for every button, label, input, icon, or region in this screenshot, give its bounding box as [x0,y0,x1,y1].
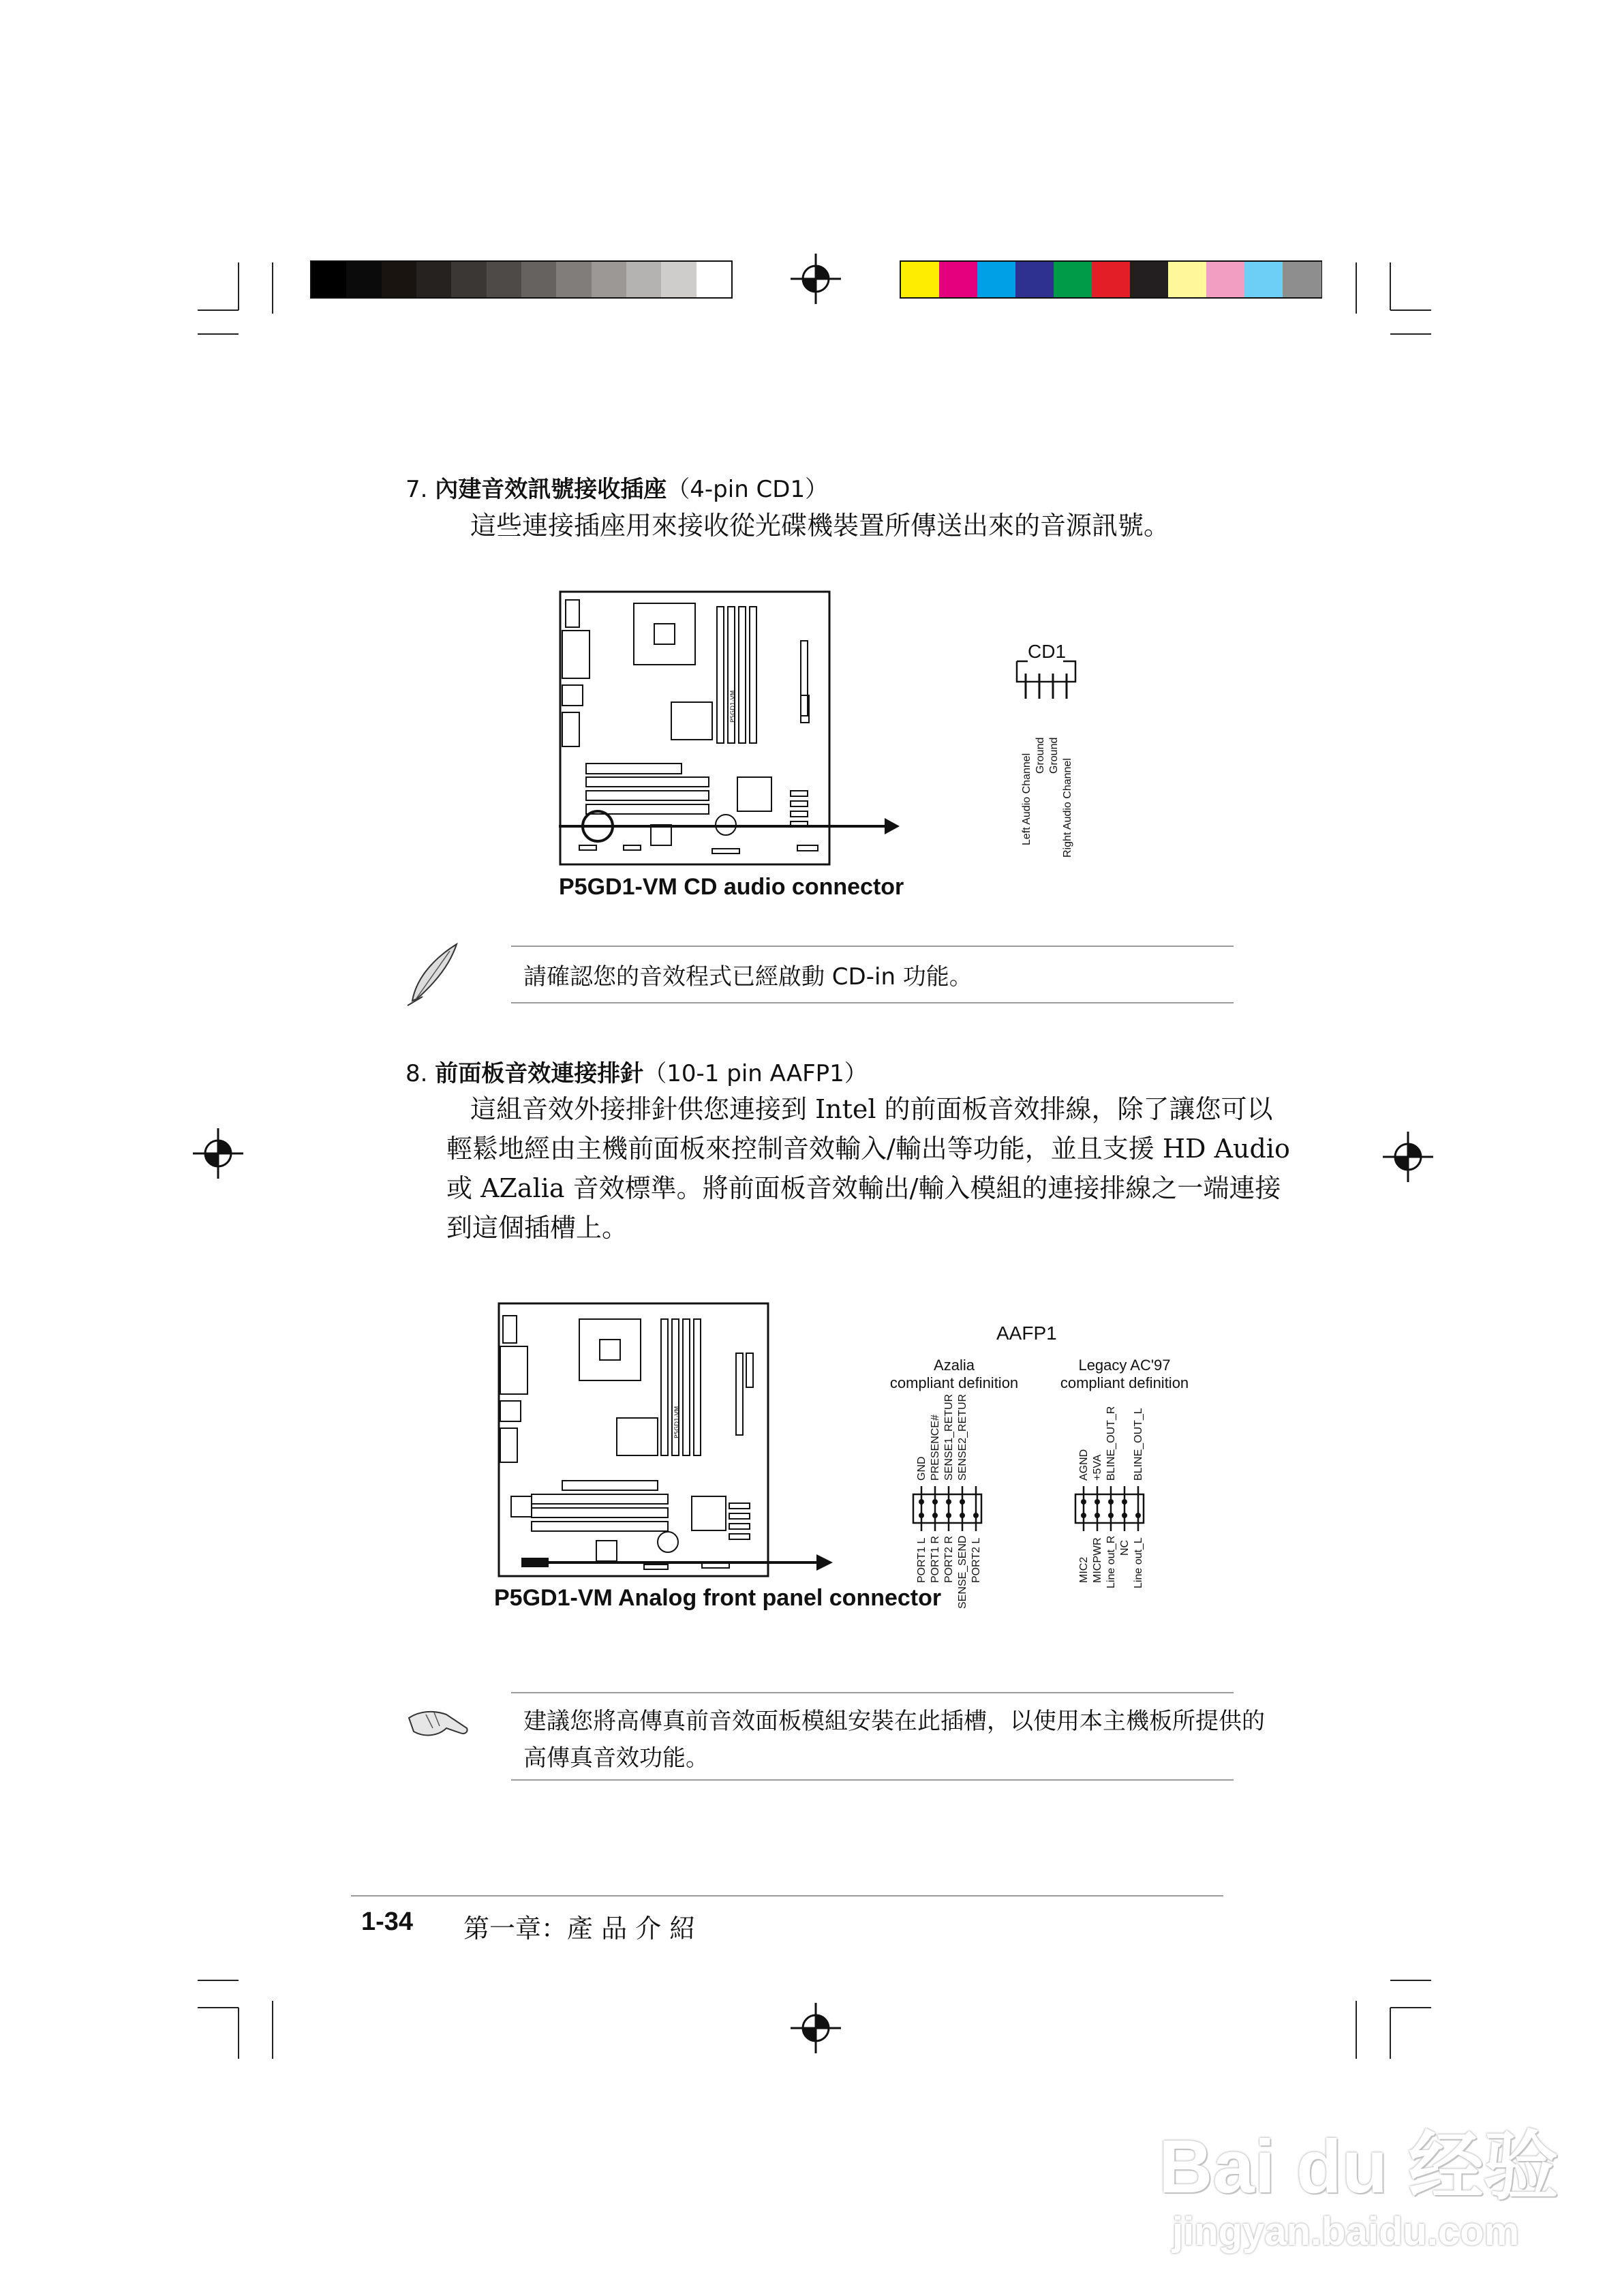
section8-paragraph [446,1089,1290,1248]
chapter-title: 第一章：產 品 介 紹 [463,1914,696,1944]
azalia-definition-title [879,1357,1029,1392]
note2 [402,1684,1265,1789]
section-spec: （10-1 pin AAFP1） [643,1060,868,1087]
page-number: 1-34 [361,1907,414,1936]
calibration-swatch [1054,262,1092,297]
calibration-swatch [416,262,452,297]
pin-label: PRESENCE# [930,1415,941,1481]
legacy-definition-title [1043,1357,1206,1392]
board-label: P5GD1-VM [674,1406,681,1438]
note-line: 高傳真音效功能。 [523,1744,709,1772]
calibration-swatch [592,262,627,297]
calibration-swatch [311,262,347,297]
calibration-swatch [1092,262,1131,297]
calibration-swatch [1206,262,1245,297]
cd1-pin-label: Right Audio Channel [1062,758,1073,858]
section-number: 7. [406,476,428,503]
pin-label: AGND [1078,1449,1090,1481]
calibration-swatch [697,262,732,297]
cd1-pin-label: Left Audio Channel [1021,753,1032,845]
diagram-caption: P5GD1-VM Analog front panel connector [494,1585,942,1611]
pin-label: SENSE2_RETUR [957,1393,968,1481]
calibration-swatch [626,262,662,297]
calibration-swatch [1283,262,1321,297]
section-title: 前面板音效連接排針 [435,1060,644,1087]
calibration-swatch [382,262,417,297]
motherboard-layout-cd [559,586,1240,873]
pin-label: BLINE_OUT_R [1105,1406,1117,1481]
section8-heading [406,1055,868,1088]
pin-label: PORT2 L [970,1537,982,1583]
calibration-swatch [939,262,978,297]
calibration-swatch [901,262,940,297]
aafp1-diagram [494,1302,1247,1629]
footer-rule [351,1895,1223,1897]
watermark-brand: Bai du 经验 [1159,2125,1559,2209]
cd1-pin-label: Ground [1035,737,1046,774]
calibration-swatch [487,262,522,297]
paragraph-line: 輕鬆地經由主機前面板來控制音效輸入/輸出等功能，並且支援 HD Audio [446,1134,1290,1164]
pin-label: Line out_R [1105,1535,1117,1588]
pin-label: GND [916,1456,928,1481]
calibration-swatch [346,262,382,297]
watermark-url: jingyan.baidu.com [1172,2209,1520,2254]
pin-label: SENSE1_RETUR [943,1393,955,1481]
calibration-swatch [977,262,1016,297]
note2-text [523,1703,1265,1777]
pin-label: BLINE_OUT_L [1133,1408,1144,1481]
calibration-swatch [1015,262,1054,297]
note-line: 建議您將高傳真前音效面板模組安裝在此插槽，以使用本主機板所提供的 [523,1708,1265,1735]
pin-label: NC [1119,1539,1131,1556]
azalia-pin-header [913,1486,981,1531]
calibration-swatch [661,262,697,297]
cd-audio-diagram [559,586,1240,913]
watermark [1159,2106,1595,2277]
title-line: compliant definition [889,1374,1019,1391]
calibration-swatch [1130,262,1169,297]
pin-label: MICPWR [1092,1537,1103,1583]
title-line: Legacy AC'97 [1078,1357,1171,1374]
section7-heading [406,470,828,504]
calibration-swatch [521,262,557,297]
section-spec: （4-pin CD1） [667,476,829,503]
board-label: P5GD1-VM [730,690,737,723]
aafp1-location-marker [521,1558,549,1567]
section7-description: 這些連接插座用來接收從光碟機裝置所傳送出來的音源訊號。 [470,511,1170,541]
section-number: 8. [406,1060,428,1087]
note1 [402,934,1234,1009]
pin-label: MIC2 [1078,1556,1090,1583]
hand-note-icon [406,1697,474,1745]
aafp1-connector-name: AAFP1 [996,1323,1057,1344]
pin-label: +5VA [1092,1454,1103,1481]
title-line: compliant definition [1060,1374,1189,1391]
pin-label: Line out_L [1133,1537,1144,1588]
note1-text: 請確認您的音效程式已經啟動 CD-in 功能。 [523,963,973,991]
cd1-connector [1017,661,1075,699]
section-title: 內建音效訊號接收插座 [435,476,667,503]
calibration-swatch [556,262,592,297]
paragraph-line: 到這個插槽上。 [446,1213,628,1243]
calibration-swatch [451,262,487,297]
pin-label: PORT1 L [916,1537,928,1583]
legacy-pin-header [1075,1486,1144,1531]
grayscale-calibration-bar [310,260,733,299]
diagram-caption: P5GD1-VM CD audio connector [559,874,904,900]
pen-note-icon [402,941,463,1009]
pin-label: PORT1 R [930,1535,941,1583]
pin-label: PORT2 R [943,1535,955,1583]
pin-label: SENSE_SEND [957,1535,968,1609]
paragraph-line: 這組音效外接排針供您連接到 Intel 的前面板音效排線，除了讓您可以 [470,1094,1273,1124]
color-calibration-bar [900,260,1322,299]
paragraph-line: 或 AZalia 音效標準。將前面板音效輸出/輸入模組的連接排線之一端連接 [446,1173,1281,1203]
calibration-swatch [1168,262,1207,297]
calibration-swatch [1244,262,1283,297]
cd1-connector-name: CD1 [1028,641,1067,662]
cd1-pin-label: Ground [1048,737,1060,774]
title-line: Azalia [934,1357,975,1374]
